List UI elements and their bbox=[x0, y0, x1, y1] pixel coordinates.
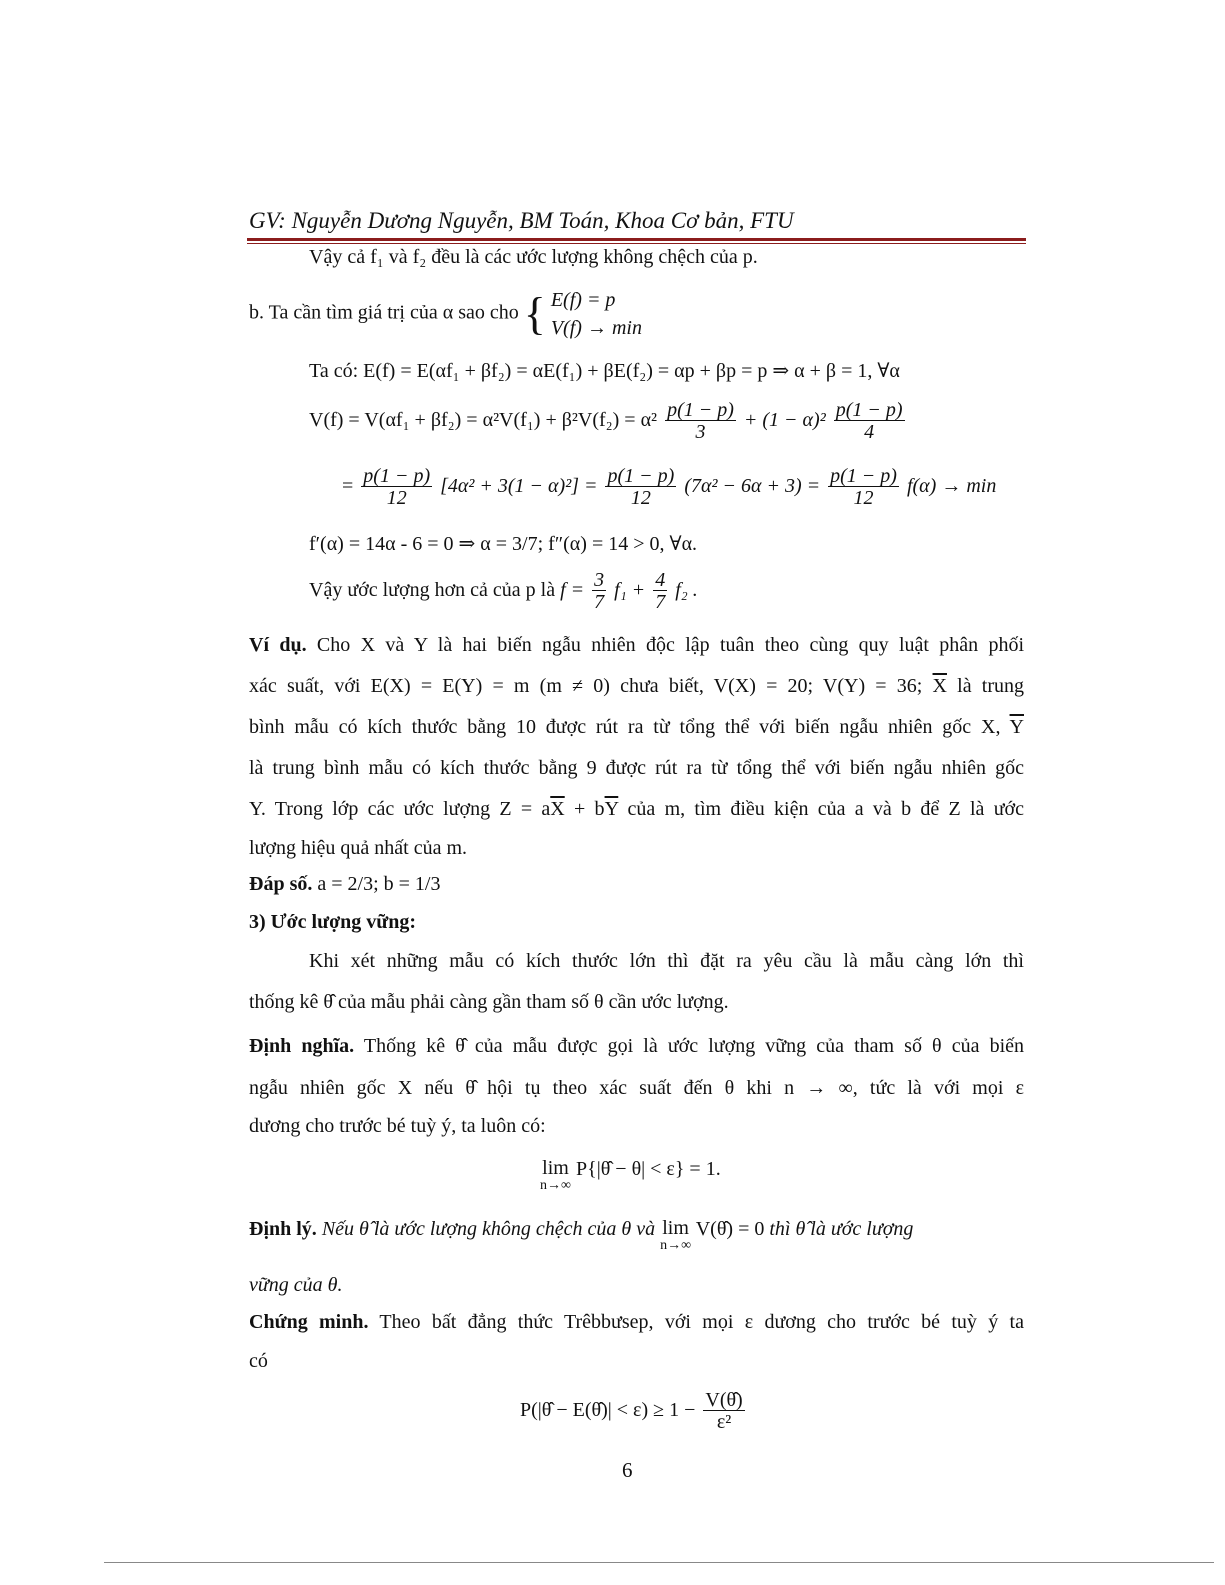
limit-operator bbox=[660, 1218, 691, 1254]
example-text: của m, tìm điều kiện của a và b để Z là ước bbox=[627, 798, 1024, 820]
variance-left: V(f) = V(αf₁ + βf₂) = α²V(f₁) + β²V(f₂) = α² bbox=[309, 409, 658, 432]
lim-subscript: n→∞ bbox=[660, 1238, 692, 1253]
derivative-line: f′(α) = 14α - 6 = 0 ⇒ α = 3/7; f″(α) = 14 > 0, ∀α. bbox=[309, 533, 698, 555]
fraction bbox=[361, 466, 432, 509]
best-text: Vậy ước lượng hơn cả của p là bbox=[309, 579, 556, 602]
fraction bbox=[834, 400, 905, 443]
fraction bbox=[605, 466, 676, 509]
condition-system bbox=[551, 286, 642, 342]
best-estimator-line bbox=[309, 570, 698, 613]
chebyshev-formula bbox=[520, 1390, 748, 1433]
example-line-4: là trung bình mẫu có kích thước bằng 9 được rút ra từ tổng thể với biến ngẫu nhiên gốc bbox=[249, 757, 1024, 779]
header-rule-thick bbox=[247, 238, 1026, 241]
proof-line-2: có bbox=[249, 1350, 268, 1372]
denominator: 12 bbox=[630, 487, 651, 509]
x-bar: $\overline{X}$ bbox=[550, 798, 565, 820]
definition-line-2: ngẫu nhiên gốc X nếu θ̂ hội tụ theo xác suất đến θ khi n → ∞, tức là với mọi ε bbox=[249, 1077, 1024, 1099]
numerator: p(1 − p) bbox=[607, 465, 675, 487]
fraction bbox=[665, 400, 736, 443]
example-line-3 bbox=[249, 716, 1024, 739]
numerator: 3 bbox=[594, 569, 605, 591]
proof-text: Theo bất đẳng thức Trêbbưsep, với mọi ε dương cho trước bé tuỳ ý ta bbox=[379, 1311, 1024, 1333]
fraction bbox=[703, 1390, 744, 1433]
numerator: p(1 − p) bbox=[363, 465, 431, 487]
section-para-line-1: Khi xét những mẫu có kích thước lớn thì đặt ra yêu cầu là mẫu càng lớn thì bbox=[309, 950, 1024, 972]
definition-text: Thống kê θ̂ của mẫu được gọi là ước lượng vững của tham số θ của biến bbox=[363, 1035, 1025, 1057]
condition-1: E(f) = p bbox=[550, 289, 616, 311]
example-line-1 bbox=[249, 634, 1024, 657]
numerator: p(1 − p) bbox=[667, 399, 734, 421]
lim-text: lim bbox=[662, 1217, 689, 1239]
page-header: GV: Nguyễn Dương Nguyễn, BM Toán, Khoa Cơ bản, FTU bbox=[249, 208, 794, 233]
definition-line-1 bbox=[249, 1035, 1024, 1058]
f-equals: f = bbox=[560, 579, 585, 602]
brace: { bbox=[523, 288, 546, 339]
lim-subscript: n→∞ bbox=[540, 1178, 571, 1193]
example-line-2 bbox=[249, 675, 1024, 698]
f1-term: f₁ + bbox=[614, 579, 646, 602]
bracket-expr: [4α² + 3(1 − α)²] = bbox=[440, 475, 598, 498]
simplification-line bbox=[342, 466, 996, 509]
limit-operator bbox=[540, 1158, 571, 1194]
footer-rule bbox=[104, 1562, 1214, 1563]
numerator: V(θ̂) bbox=[705, 1389, 743, 1411]
numerator: p(1 − p) bbox=[830, 465, 897, 487]
example-label: Ví dụ. bbox=[249, 634, 307, 656]
page-number: 6 bbox=[622, 1458, 633, 1482]
proof-line-1 bbox=[249, 1311, 1024, 1334]
y-bar: $\overline{Y}$ bbox=[1009, 716, 1024, 738]
theorem-line-2: vững của θ. bbox=[249, 1274, 343, 1296]
fraction bbox=[592, 570, 606, 613]
denominator: 4 bbox=[864, 421, 875, 443]
fraction bbox=[653, 570, 667, 613]
f2-term: f₂ . bbox=[675, 579, 698, 602]
header-rule-thin bbox=[247, 243, 1026, 244]
definition-line-3: dương cho trước bé tuỳ ý, ta luôn có: bbox=[249, 1115, 546, 1137]
denominator: 12 bbox=[853, 487, 874, 509]
equals: = bbox=[342, 475, 354, 498]
denominator: 3 bbox=[695, 421, 706, 443]
part-b-intro: b. Ta cần tìm giá trị của α sao cho bbox=[249, 301, 519, 324]
variance-mid: + (1 − α)² bbox=[743, 409, 826, 432]
fraction bbox=[828, 466, 899, 509]
section-para-line-2: thống kê θ̂ của mẫu phải càng gần tham số θ cần ước lượng. bbox=[249, 991, 729, 1013]
min-expr: f(α) → min bbox=[906, 475, 997, 498]
example-text: Y. Trong lớp các ước lượng Z = a bbox=[249, 798, 551, 820]
example-text: xác suất, với E(X) = E(Y) = m (m ≠ 0) chưa biết, V(X) = 20; V(Y) = 36; bbox=[249, 675, 923, 697]
theorem-text: Nếu θ̂ là ước lượng không chệch của θ và bbox=[321, 1218, 656, 1240]
condition-2: V(f) → min bbox=[550, 317, 642, 339]
expectation-line: Ta có: E(f) = E(αf₁ + βf₂) = αE(f₁) + βE(f₂) = αp + βp = p ⇒ α + β = 1, ∀α bbox=[309, 360, 900, 382]
answer-line bbox=[249, 873, 440, 896]
section-heading: 3) Ước lượng vững: bbox=[249, 911, 417, 933]
example-text: + b bbox=[574, 798, 605, 820]
text-line: Vậy cả f₁ và f₂ đều là các ước lượng không chệch của p. bbox=[309, 246, 758, 268]
denominator: 7 bbox=[655, 591, 666, 613]
formula-left: P(|θ̂ − E(θ̂)| < ε) ≥ 1 − bbox=[520, 1399, 696, 1422]
denominator: 7 bbox=[594, 591, 605, 613]
theorem-line-1 bbox=[249, 1218, 1024, 1254]
theorem-text: thì θ̂ là ước lượng bbox=[769, 1218, 914, 1240]
denominator: 12 bbox=[386, 487, 407, 509]
numerator: p(1 − p) bbox=[835, 399, 903, 421]
lim-text: lim bbox=[542, 1157, 569, 1179]
example-text: là trung bbox=[957, 675, 1025, 697]
example-line-6: lượng hiệu quả nhất của m. bbox=[249, 837, 468, 859]
answer-label: Đáp số. bbox=[249, 873, 313, 895]
part-b bbox=[249, 286, 642, 342]
x-bar: $\overline{X}$ bbox=[932, 675, 947, 697]
denominator: ε² bbox=[716, 1411, 732, 1433]
proof-label: Chứng minh. bbox=[249, 1311, 369, 1333]
y-bar: $\overline{Y}$ bbox=[604, 798, 619, 820]
theorem-expr: V(θ̂) = 0 bbox=[695, 1218, 765, 1240]
definition-formula bbox=[540, 1158, 721, 1194]
probability-expr: P{|θ̂ − θ| < ε} = 1. bbox=[575, 1158, 721, 1180]
variance-line bbox=[309, 400, 908, 443]
example-text: Cho X và Y là hai biến ngẫu nhiên độc lập tuân theo cùng quy luật phân phối bbox=[316, 634, 1025, 656]
answer-value: a = 2/3; b = 1/3 bbox=[317, 873, 441, 895]
definition-label: Định nghĩa. bbox=[249, 1035, 355, 1057]
numerator: 4 bbox=[655, 569, 666, 591]
poly-expr: (7α² − 6α + 3) = bbox=[684, 475, 821, 498]
theorem-label: Định lý. bbox=[249, 1218, 317, 1240]
example-text: bình mẫu có kích thước bằng 10 được rút ra từ tổng thể với biến ngẫu nhiên gốc X, bbox=[249, 716, 1001, 738]
example-line-5 bbox=[249, 798, 1024, 821]
